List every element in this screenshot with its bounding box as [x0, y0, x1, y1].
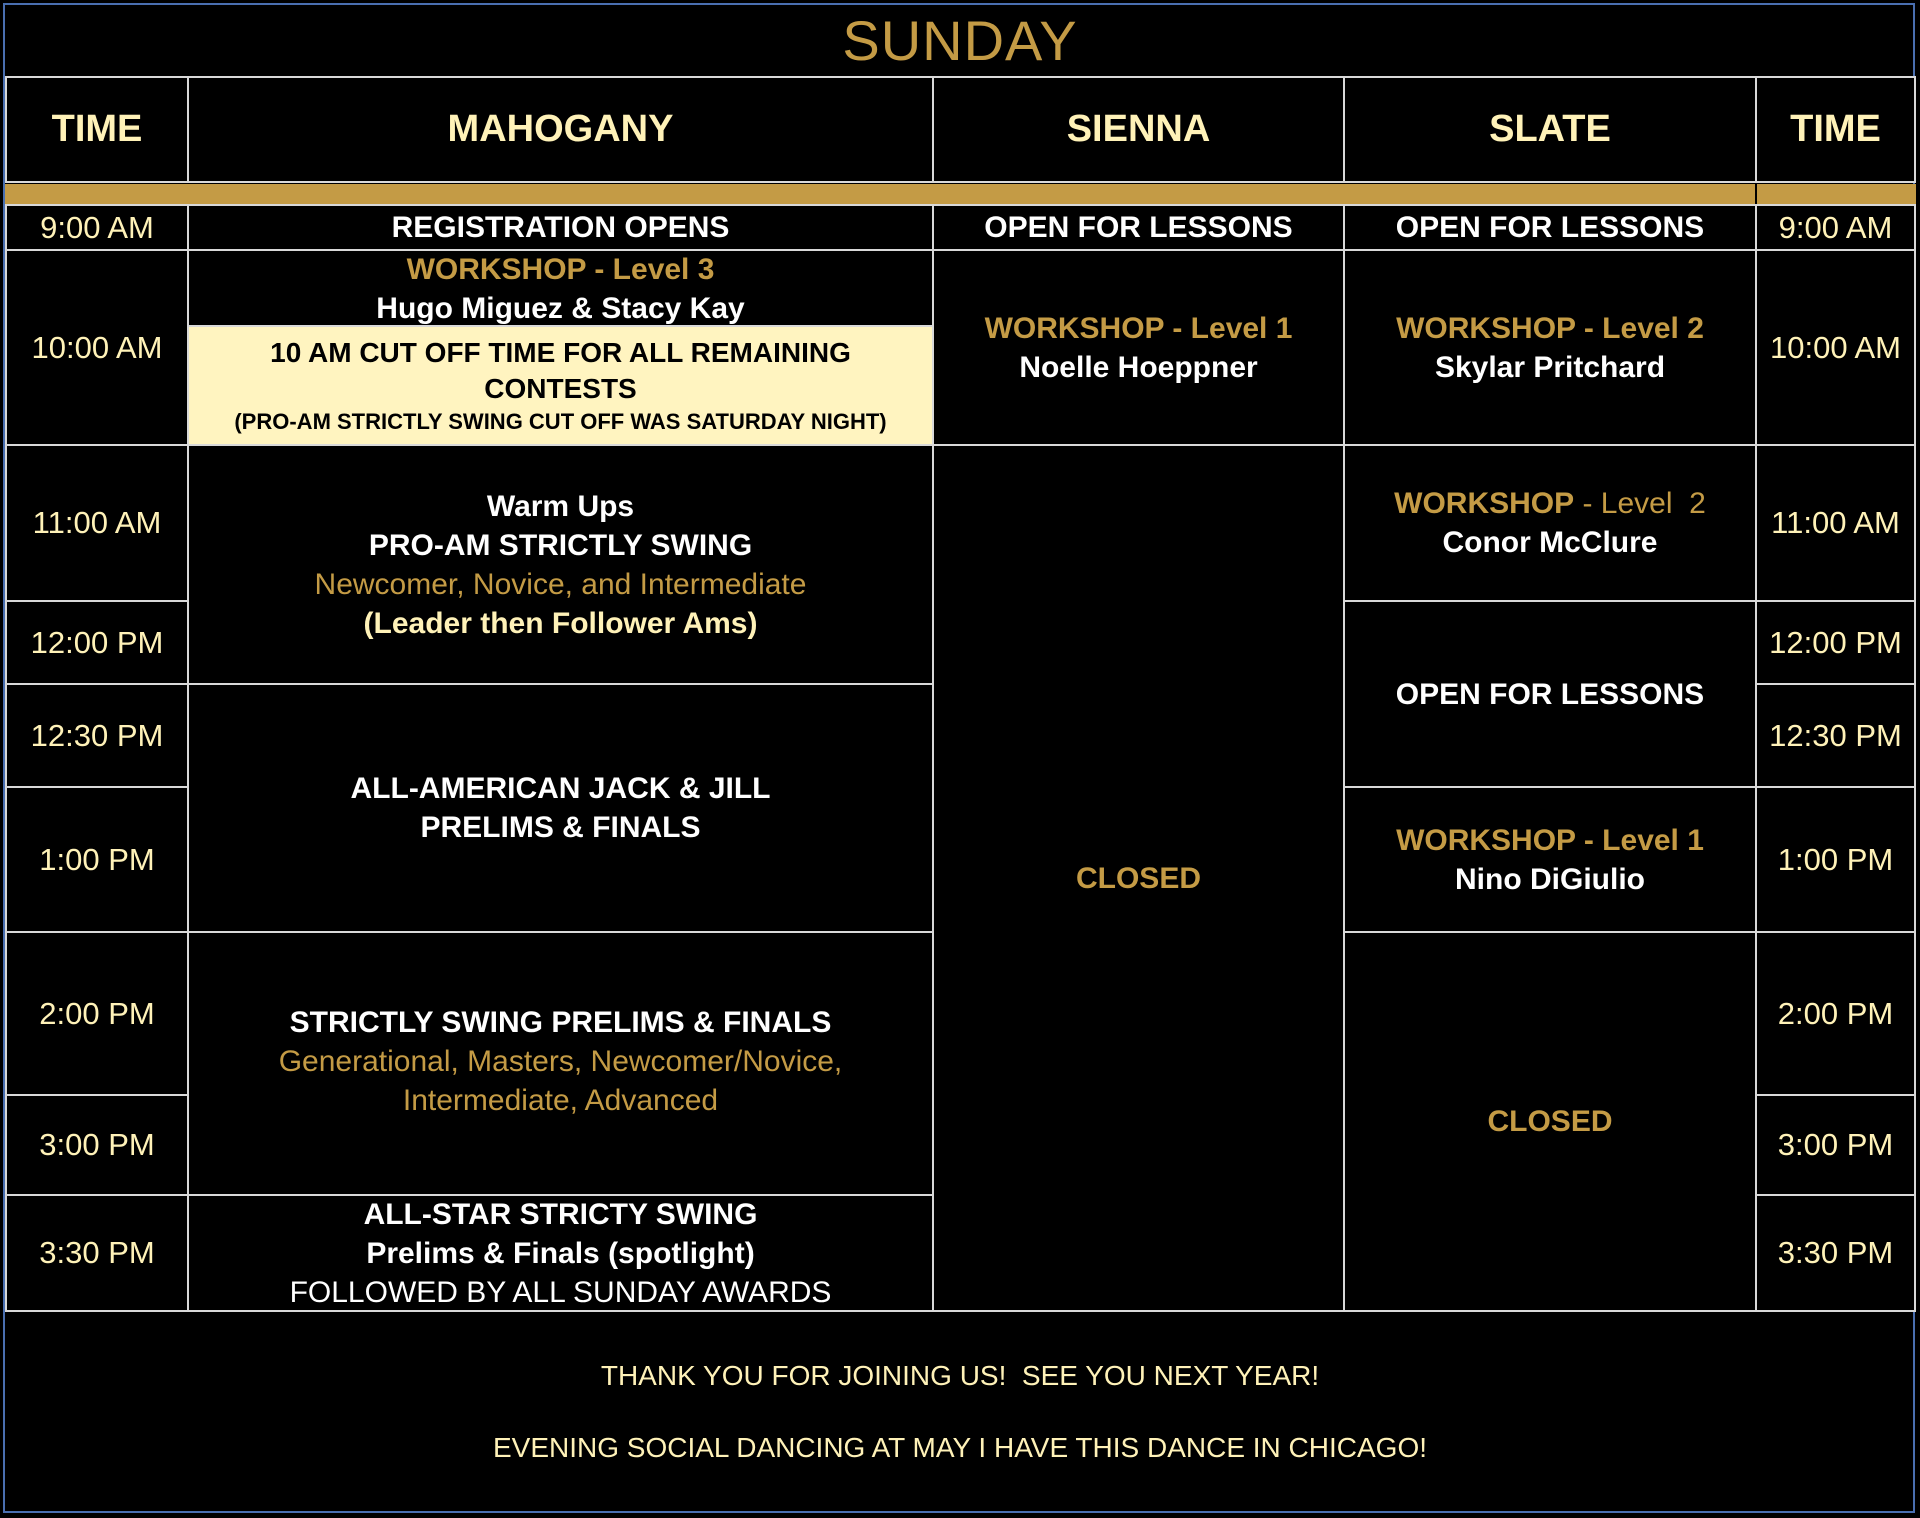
slate-open-lessons-midday: [1343, 600, 1757, 788]
mahogany-jack-and-jill: [187, 683, 934, 933]
mahogany-workshop-level3: [187, 249, 934, 327]
proam-line3: Newcomer, Novice, and Intermediate: [314, 567, 807, 601]
time-right-1300: 1:00 PM: [1755, 786, 1916, 933]
workshop-instructor: Nino DiGiulio: [1455, 862, 1645, 896]
strictly-line2: Generational, Masters, Newcomer/Novice,: [278, 1045, 843, 1078]
workshop-instructor: Hugo Miguez & Stacy Kay: [376, 292, 745, 325]
closed-text: CLOSED: [1487, 1105, 1613, 1138]
closed-text: CLOSED: [1075, 861, 1201, 895]
time-right-1230: 12:30 PM: [1755, 683, 1916, 788]
gold-divider: [5, 184, 1755, 204]
footer-thanks: THANK YOU FOR JOINING US! SEE YOU NEXT YEAR!: [600, 1360, 1320, 1391]
header-slate: SLATE: [1343, 76, 1757, 183]
jackjill-line2: PRELIMS & FINALS: [420, 811, 701, 844]
slate-closed: [1343, 931, 1757, 1312]
open-lessons-text: OPEN FOR LESSONS: [984, 211, 1293, 244]
open-lessons-text: OPEN FOR LESSONS: [1395, 677, 1705, 711]
cutoff-line1: 10 AM CUT OFF TIME FOR ALL REMAINING: [270, 336, 851, 368]
time-left-1200: 12:00 PM: [5, 600, 189, 685]
slate-workshop-level2-mcclure: [1343, 444, 1757, 602]
workshop-title: [1394, 484, 1706, 523]
time-left-1530: 3:30 PM: [5, 1194, 189, 1312]
open-lessons-text: OPEN FOR LESSONS: [1395, 211, 1705, 244]
time-left-900: 9:00 AM: [5, 204, 189, 251]
slate-workshop-level1-digiulio: [1343, 786, 1757, 933]
slate-workshop-level2-pritchard: [1343, 249, 1757, 446]
header-mahogany: MAHOGANY: [187, 76, 934, 183]
mahogany-proam-strictly-swing: [187, 444, 934, 685]
proam-line1: Warm Ups: [486, 489, 635, 523]
workshop-title-level: - Level 2: [1574, 487, 1706, 520]
day-title: SUNDAY: [842, 9, 1078, 72]
header-sienna: SIENNA: [932, 76, 1345, 183]
allstar-line2: Prelims & Finals (spotlight): [366, 1236, 755, 1270]
workshop-title: WORKSHOP - Level 1: [1396, 823, 1704, 857]
proam-line2: PRO-AM STRICTLY SWING: [368, 528, 753, 562]
mahogany-registration: [187, 204, 934, 251]
sienna-workshop-level1: [932, 249, 1345, 446]
mahogany-strictly-swing: [187, 931, 934, 1196]
mahogany-all-star: [187, 1194, 934, 1312]
workshop-title: WORKSHOP - Level 2: [1396, 311, 1704, 345]
slate-open-lessons-morning: [1343, 204, 1757, 251]
time-right-1400: 2:00 PM: [1755, 931, 1916, 1096]
workshop-instructor: Conor McClure: [1442, 526, 1658, 559]
workshop-instructor: Noelle Hoeppner: [1019, 350, 1258, 384]
workshop-title: WORKSHOP - Level 3: [406, 253, 715, 286]
footer-evening-social: EVENING SOCIAL DANCING AT MAY I HAVE THIS DANCE IN CHICAGO!: [492, 1432, 1428, 1463]
allstar-line1: ALL-STAR STRICTY SWING: [363, 1197, 758, 1231]
cutoff-line2: CONTESTS: [484, 372, 637, 404]
gold-divider-right: [1757, 184, 1916, 204]
time-left-1230: 12:30 PM: [5, 683, 189, 788]
registration-text: REGISTRATION OPENS: [391, 211, 730, 244]
workshop-title: WORKSHOP - Level 1: [984, 311, 1293, 345]
sienna-open-lessons: [932, 204, 1345, 251]
time-right-1500: 3:00 PM: [1755, 1094, 1916, 1196]
workshop-title-bold: WORKSHOP: [1394, 487, 1575, 520]
time-left-1100: 11:00 AM: [5, 444, 189, 602]
footer-message: [5, 1312, 1915, 1512]
header-time-left: TIME: [5, 76, 189, 183]
cutoff-note: (PRO-AM STRICTLY SWING CUT OFF WAS SATURDAY NIGHT): [234, 408, 887, 434]
time-left-1000: 10:00 AM: [5, 249, 189, 446]
header-time-right: TIME: [1755, 76, 1916, 183]
time-left-1500: 3:00 PM: [5, 1094, 189, 1196]
cutoff-notice: [187, 325, 934, 446]
time-right-1100: 11:00 AM: [1755, 444, 1916, 602]
strictly-line1: STRICTLY SWING PRELIMS & FINALS: [289, 1006, 832, 1039]
time-right-900: 9:00 AM: [1755, 204, 1916, 251]
workshop-instructor: Skylar Pritchard: [1434, 350, 1666, 384]
jackjill-line1: ALL-AMERICAN JACK & JILL: [350, 772, 771, 805]
time-left-1400: 2:00 PM: [5, 931, 189, 1096]
sienna-closed: [932, 444, 1345, 1312]
proam-line4: (Leader then Follower Ams): [363, 606, 758, 640]
time-right-1000: 10:00 AM: [1755, 249, 1916, 446]
strictly-line3: Intermediate, Advanced: [402, 1084, 719, 1117]
time-right-1530: 3:30 PM: [1755, 1194, 1916, 1312]
time-left-1300: 1:00 PM: [5, 786, 189, 933]
time-right-1200: 12:00 PM: [1755, 600, 1916, 685]
allstar-line3: FOLLOWED BY ALL SUNDAY AWARDS: [289, 1275, 832, 1309]
